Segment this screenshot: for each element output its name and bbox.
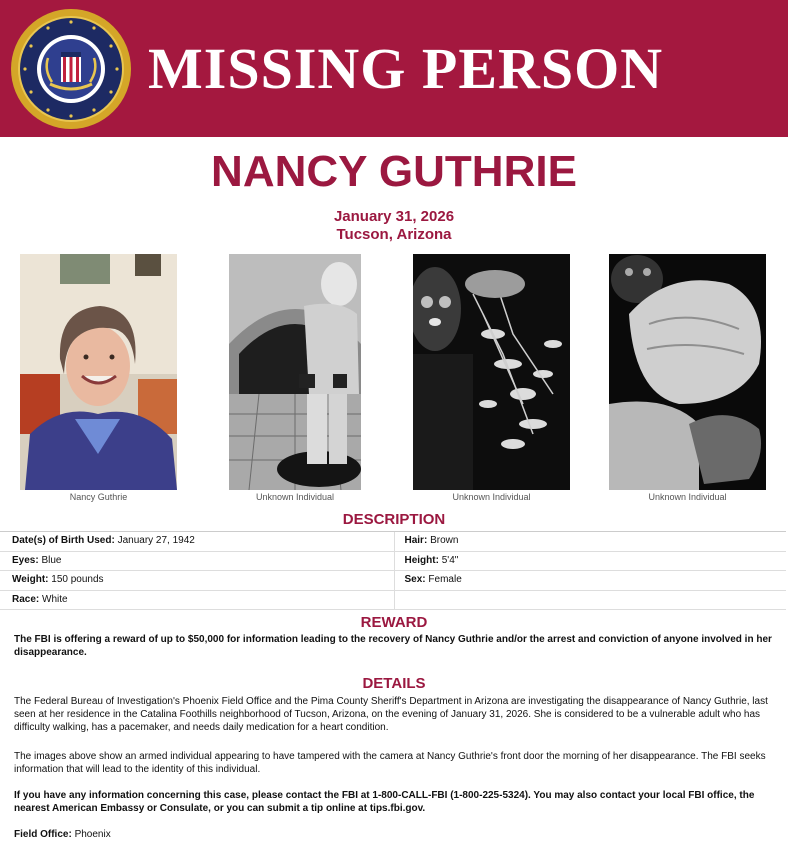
missing-location: Tucson, Arizona — [336, 226, 452, 243]
field-label: Date(s) of Birth Used: — [12, 535, 115, 546]
photo-unknown-individual — [609, 254, 766, 490]
photo-nancy-guthrie — [20, 254, 177, 490]
field-value: 150 pounds — [51, 574, 104, 585]
field-value: January 27, 1942 — [117, 535, 195, 546]
field-label: Weight: — [12, 574, 49, 585]
reward-heading: REWARD — [360, 614, 428, 631]
photo-unknown-individual — [229, 254, 361, 490]
details-paragraph: The Federal Bureau of Investigation's Phoenix Field Office and the Pima County Sheriff's Department in Arizona are investigating the disappearance of Nancy Guthrie, last seen at her residence in the Catalina Foothills neighborhood of Tucson, Arizona, on the evening of January 31, 2026. She is considered to be a vulnerable adult who has difficulty walking, has a pacemaker, and needs daily medication for a heart condition. — [14, 696, 768, 733]
missing-date: January 31, 2026 — [333, 208, 455, 225]
field-office-value: Phoenix — [74, 829, 111, 840]
field-value: Blue — [41, 554, 62, 566]
header-banner — [0, 0, 788, 137]
field-label: Race: — [12, 593, 40, 605]
field-label: Eyes: — [12, 554, 39, 566]
field-value: Brown — [430, 535, 459, 546]
banner-title: MISSING PERSON — [148, 36, 664, 101]
field-office — [14, 828, 774, 841]
field-office-label: Field Office: — [14, 829, 72, 840]
field-value: White — [42, 593, 68, 605]
table-row — [0, 591, 786, 611]
field-value: 5'4" — [441, 554, 459, 566]
table-row — [0, 571, 786, 591]
field-label: Height: — [404, 554, 439, 566]
photo-unknown-individual — [413, 254, 570, 490]
reward-text: The FBI is offering a reward of up to $50,000 for information leading to the recovery of Nancy Guthrie and/or the arrest and conviction of anyone involved in her disappearance. — [14, 634, 772, 658]
details-heading: DETAILS — [362, 675, 426, 692]
photo-caption: Unknown Individual — [648, 492, 727, 502]
photo-caption: Unknown Individual — [255, 492, 335, 502]
table-row — [0, 532, 786, 552]
field-label: Sex: — [404, 574, 426, 585]
photo-caption: Nancy Guthrie — [69, 492, 128, 502]
fbi-seal-icon — [10, 8, 132, 130]
table-row — [0, 552, 786, 572]
description-heading: DESCRIPTION — [342, 511, 446, 528]
description-table — [0, 531, 786, 610]
photo-caption: Unknown Individual — [452, 492, 531, 502]
details-paragraph: The images above show an armed individual appearing to have tampered with the camera at Nancy Guthrie's front door the morning of her disappearance. The FBI seeks information that will lead to the identity of this individual. — [14, 751, 766, 775]
field-value: Female — [428, 574, 462, 585]
contact-paragraph: If you have any information concerning this case, please contact the FBI at 1-800-CALL-FBI (1-800-225-5324). You may also contact your local FBI office, the nearest American Embassy or Consulate, or you can submit a tip online at tips.fbi.gov. — [14, 790, 755, 814]
field-label: Hair: — [404, 535, 428, 546]
person-name: NANCY GUTHRIE — [211, 147, 577, 196]
